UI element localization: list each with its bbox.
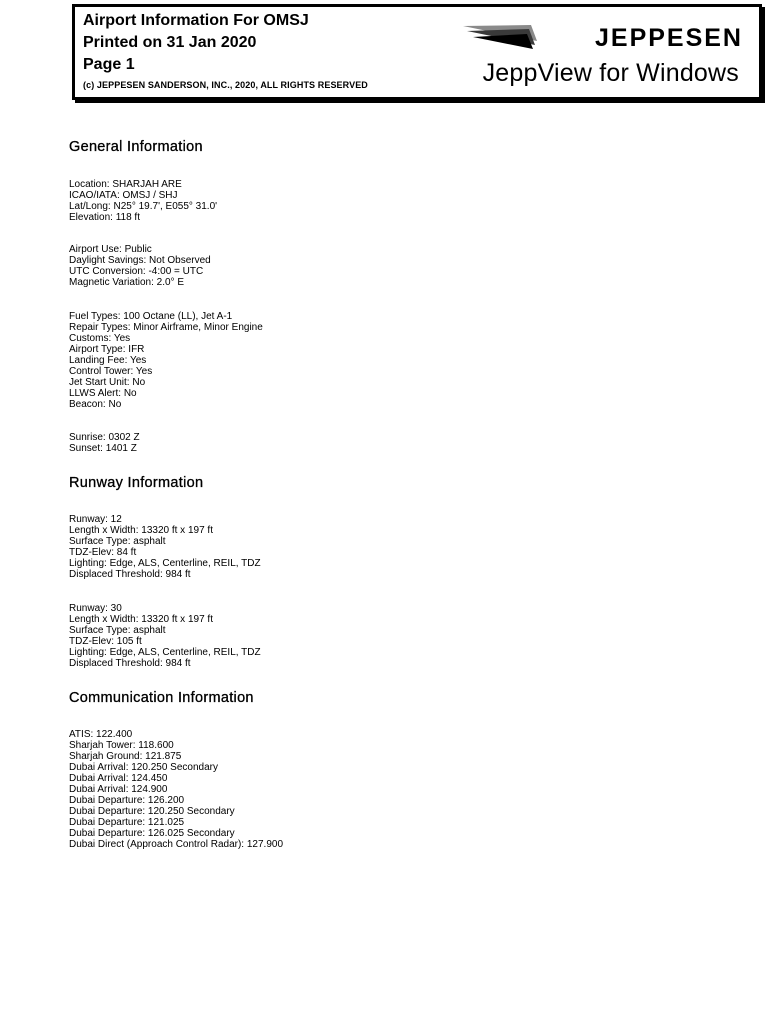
copyright-notice: (c) JEPPESEN SANDERSON, INC., 2020, ALL RIGHTS RESERVED — [83, 80, 368, 90]
info-line: Surface Type: asphalt — [69, 536, 166, 547]
info-line: Displaced Threshold: 984 ft — [69, 569, 191, 580]
info-line: Runway: 12 — [69, 514, 122, 525]
info-line: Airport Use: Public — [69, 244, 152, 255]
page-number: Page 1 — [83, 56, 135, 73]
info-line: Repair Types: Minor Airframe, Minor Engine — [69, 322, 263, 333]
info-line: ICAO/IATA: OMSJ / SHJ — [69, 190, 178, 201]
info-line: Dubai Departure: 126.025 Secondary — [69, 828, 235, 839]
info-line: Displaced Threshold: 984 ft — [69, 658, 191, 669]
info-line: Beacon: No — [69, 399, 122, 410]
communication-info-heading: Communication Information — [69, 690, 254, 706]
info-line: Length x Width: 13320 ft x 197 ft — [69, 614, 213, 625]
general-info-heading: General Information — [69, 139, 203, 155]
info-line: Dubai Direct (Approach Control Radar): 127.900 — [69, 839, 283, 850]
report-title: Airport Information For OMSJ — [83, 12, 309, 29]
info-line: Lighting: Edge, ALS, Centerline, REIL, TDZ — [69, 558, 261, 569]
frequencies-group — [69, 729, 283, 850]
info-line: Location: SHARJAH ARE — [69, 179, 182, 190]
info-line: Landing Fee: Yes — [69, 355, 147, 366]
general-group-sun — [69, 432, 140, 454]
jeppesen-logo — [463, 23, 743, 55]
info-line: UTC Conversion: -4:00 = UTC — [69, 266, 204, 277]
info-line: Airport Type: IFR — [69, 344, 145, 355]
info-line: Magnetic Variation: 2.0° E — [69, 277, 184, 288]
info-line: Sunrise: 0302 Z — [69, 432, 140, 443]
info-line: Dubai Arrival: 124.450 — [69, 773, 168, 784]
info-line: Sharjah Tower: 118.600 — [69, 740, 174, 751]
report-header — [72, 4, 762, 100]
product-name: JeppView for Windows — [482, 59, 739, 87]
info-line: Length x Width: 13320 ft x 197 ft — [69, 525, 213, 536]
runway-30-group — [69, 603, 261, 669]
info-line: Sharjah Ground: 121.875 — [69, 751, 182, 762]
info-line: Dubai Departure: 121.025 — [69, 817, 185, 828]
info-line: Surface Type: asphalt — [69, 625, 166, 636]
info-line: ATIS: 122.400 — [69, 729, 133, 740]
info-line: Elevation: 118 ft — [69, 212, 140, 223]
info-line: Dubai Departure: 126.200 — [69, 795, 185, 806]
general-group-location — [69, 179, 217, 223]
info-line: Dubai Departure: 120.250 Secondary — [69, 806, 235, 817]
info-line: Sunset: 1401 Z — [69, 443, 137, 454]
info-line: LLWS Alert: No — [69, 388, 137, 399]
runway-12-group — [69, 514, 261, 580]
info-line: TDZ-Elev: 105 ft — [69, 636, 142, 647]
info-line: Dubai Arrival: 120.250 Secondary — [69, 762, 218, 773]
info-line: Lat/Long: N25° 19.7', E055° 31.0' — [69, 201, 218, 212]
runway-info-heading: Runway Information — [69, 475, 204, 491]
header-info — [83, 10, 368, 90]
info-line: Runway: 30 — [69, 603, 122, 614]
general-group-services — [69, 311, 263, 410]
printed-date: Printed on 31 Jan 2020 — [83, 34, 257, 51]
info-line: Dubai Arrival: 124.900 — [69, 784, 168, 795]
info-line: Customs: Yes — [69, 333, 131, 344]
info-line: Control Tower: Yes — [69, 366, 153, 377]
info-line: TDZ-Elev: 84 ft — [69, 547, 137, 558]
info-line: Lighting: Edge, ALS, Centerline, REIL, TDZ — [69, 647, 261, 658]
general-group-usage — [69, 244, 211, 288]
info-line: Jet Start Unit: No — [69, 377, 146, 388]
swoosh-icon — [463, 23, 543, 53]
info-line: Daylight Savings: Not Observed — [69, 255, 211, 266]
brand-wordmark: JEPPESEN — [594, 24, 743, 52]
info-line: Fuel Types: 100 Octane (LL), Jet A-1 — [69, 311, 233, 322]
